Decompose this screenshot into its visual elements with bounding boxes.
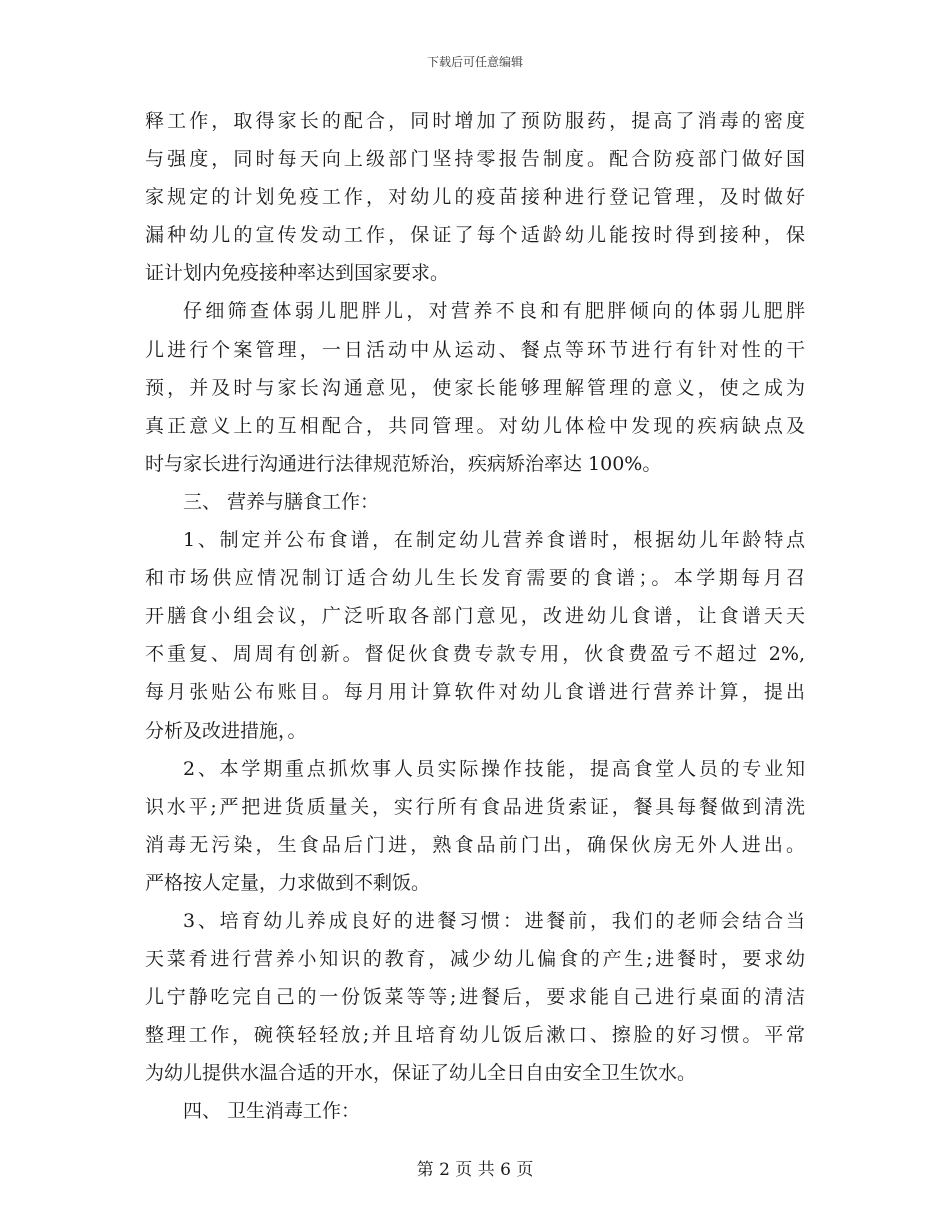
text-line: 和市场供应情况制订适合幼儿生长发育需要的食谱；。本学期每月召: [145, 567, 805, 590]
text-line: 证计划内免疫接种率达到国家要求。: [145, 262, 450, 285]
text-line: 儿宁静吃完自己的一份饭菜等等;进餐后，要求能自己进行桌面的清洁: [145, 986, 805, 1009]
text-line: 2、本学期重点抓炊事人员实际操作技能，提高食堂人员的专业知: [183, 757, 805, 780]
text-line: 释工作，取得家长的配合，同时增加了预防服药，提高了消毒的密度: [145, 110, 805, 132]
text-line: 预，并及时与家长沟通意见，使家长能够理解管理的意义，使之成为: [145, 376, 805, 399]
text-line: 整理工作，碗筷轻轻放;并且培育幼儿饭后漱口、擦脸的好习惯。平常: [145, 1024, 805, 1047]
text-line: 家规定的计划免疫工作，对幼儿的疫苗接种进行登记管理，及时做好: [145, 186, 805, 209]
text-line: 每月张贴公布账目。每月用计算软件对幼儿食谱进行营养计算，提出: [145, 681, 805, 704]
text-line: 消毒无污染，生食品后门进，熟食品前门出，确保伙房无外人进出。: [145, 833, 805, 856]
text-line: 时与家长进行沟通进行法律规范矫治，疾病矫治率达 100%。: [145, 452, 662, 475]
section-heading: 三、 营养与膳食工作：: [183, 490, 380, 513]
text-line: 不重复、周周有创新。督促伙食费专款专用，伙食费盈亏不超过 2%,: [145, 643, 805, 666]
text-line: 严格按人定量，力求做到不剩饭。: [145, 871, 431, 894]
text-line: 识水平;严把进货质量关，实行所有食品进货索证，餐具每餐做到清洗: [145, 795, 805, 818]
text-line: 漏种幼儿的宣传发动工作，保证了每个适龄幼儿能按时得到接种，保: [145, 224, 805, 247]
page-header: 下载后可任意编辑: [426, 55, 523, 69]
text-line: 天菜肴进行营养小知识的教育，减少幼儿偏食的产生;进餐时，要求幼: [145, 948, 805, 971]
text-line: 仔细筛查体弱儿肥胖儿，对营养不良和有肥胖倾向的体弱儿肥胖: [183, 300, 805, 323]
text-line: 分析及改进措施，。: [145, 719, 307, 742]
text-line: 与强度，同时每天向上级部门坚持零报告制度。配合防疫部门做好国: [145, 148, 805, 171]
section-heading: 四、 卫生消毒工作：: [183, 1100, 361, 1123]
document-body: [145, 102, 805, 1131]
text-line: 1、制定并公布食谱，在制定幼儿营养食谱时，根据幼儿年龄特点: [183, 529, 805, 552]
text-line: 儿进行个案管理，一日活动中从运动、餐点等环节进行有针对性的干: [145, 338, 805, 361]
page-footer: 第 2 页 共 6 页: [416, 1160, 534, 1180]
text-line: 3、培育幼儿养成良好的进餐习惯：进餐前，我们的老师会结合当: [183, 909, 805, 932]
text-line: 真正意义上的互相配合，共同管理。对幼儿体检中发现的疾病缺点及: [145, 414, 805, 437]
text-line: 开膳食小组会议，广泛听取各部门意见，改进幼儿食谱，让食谱天天: [145, 605, 805, 628]
text-line: 为幼儿提供水温合适的开水，保证了幼儿全日自由安全卫生饮水。: [145, 1062, 697, 1085]
